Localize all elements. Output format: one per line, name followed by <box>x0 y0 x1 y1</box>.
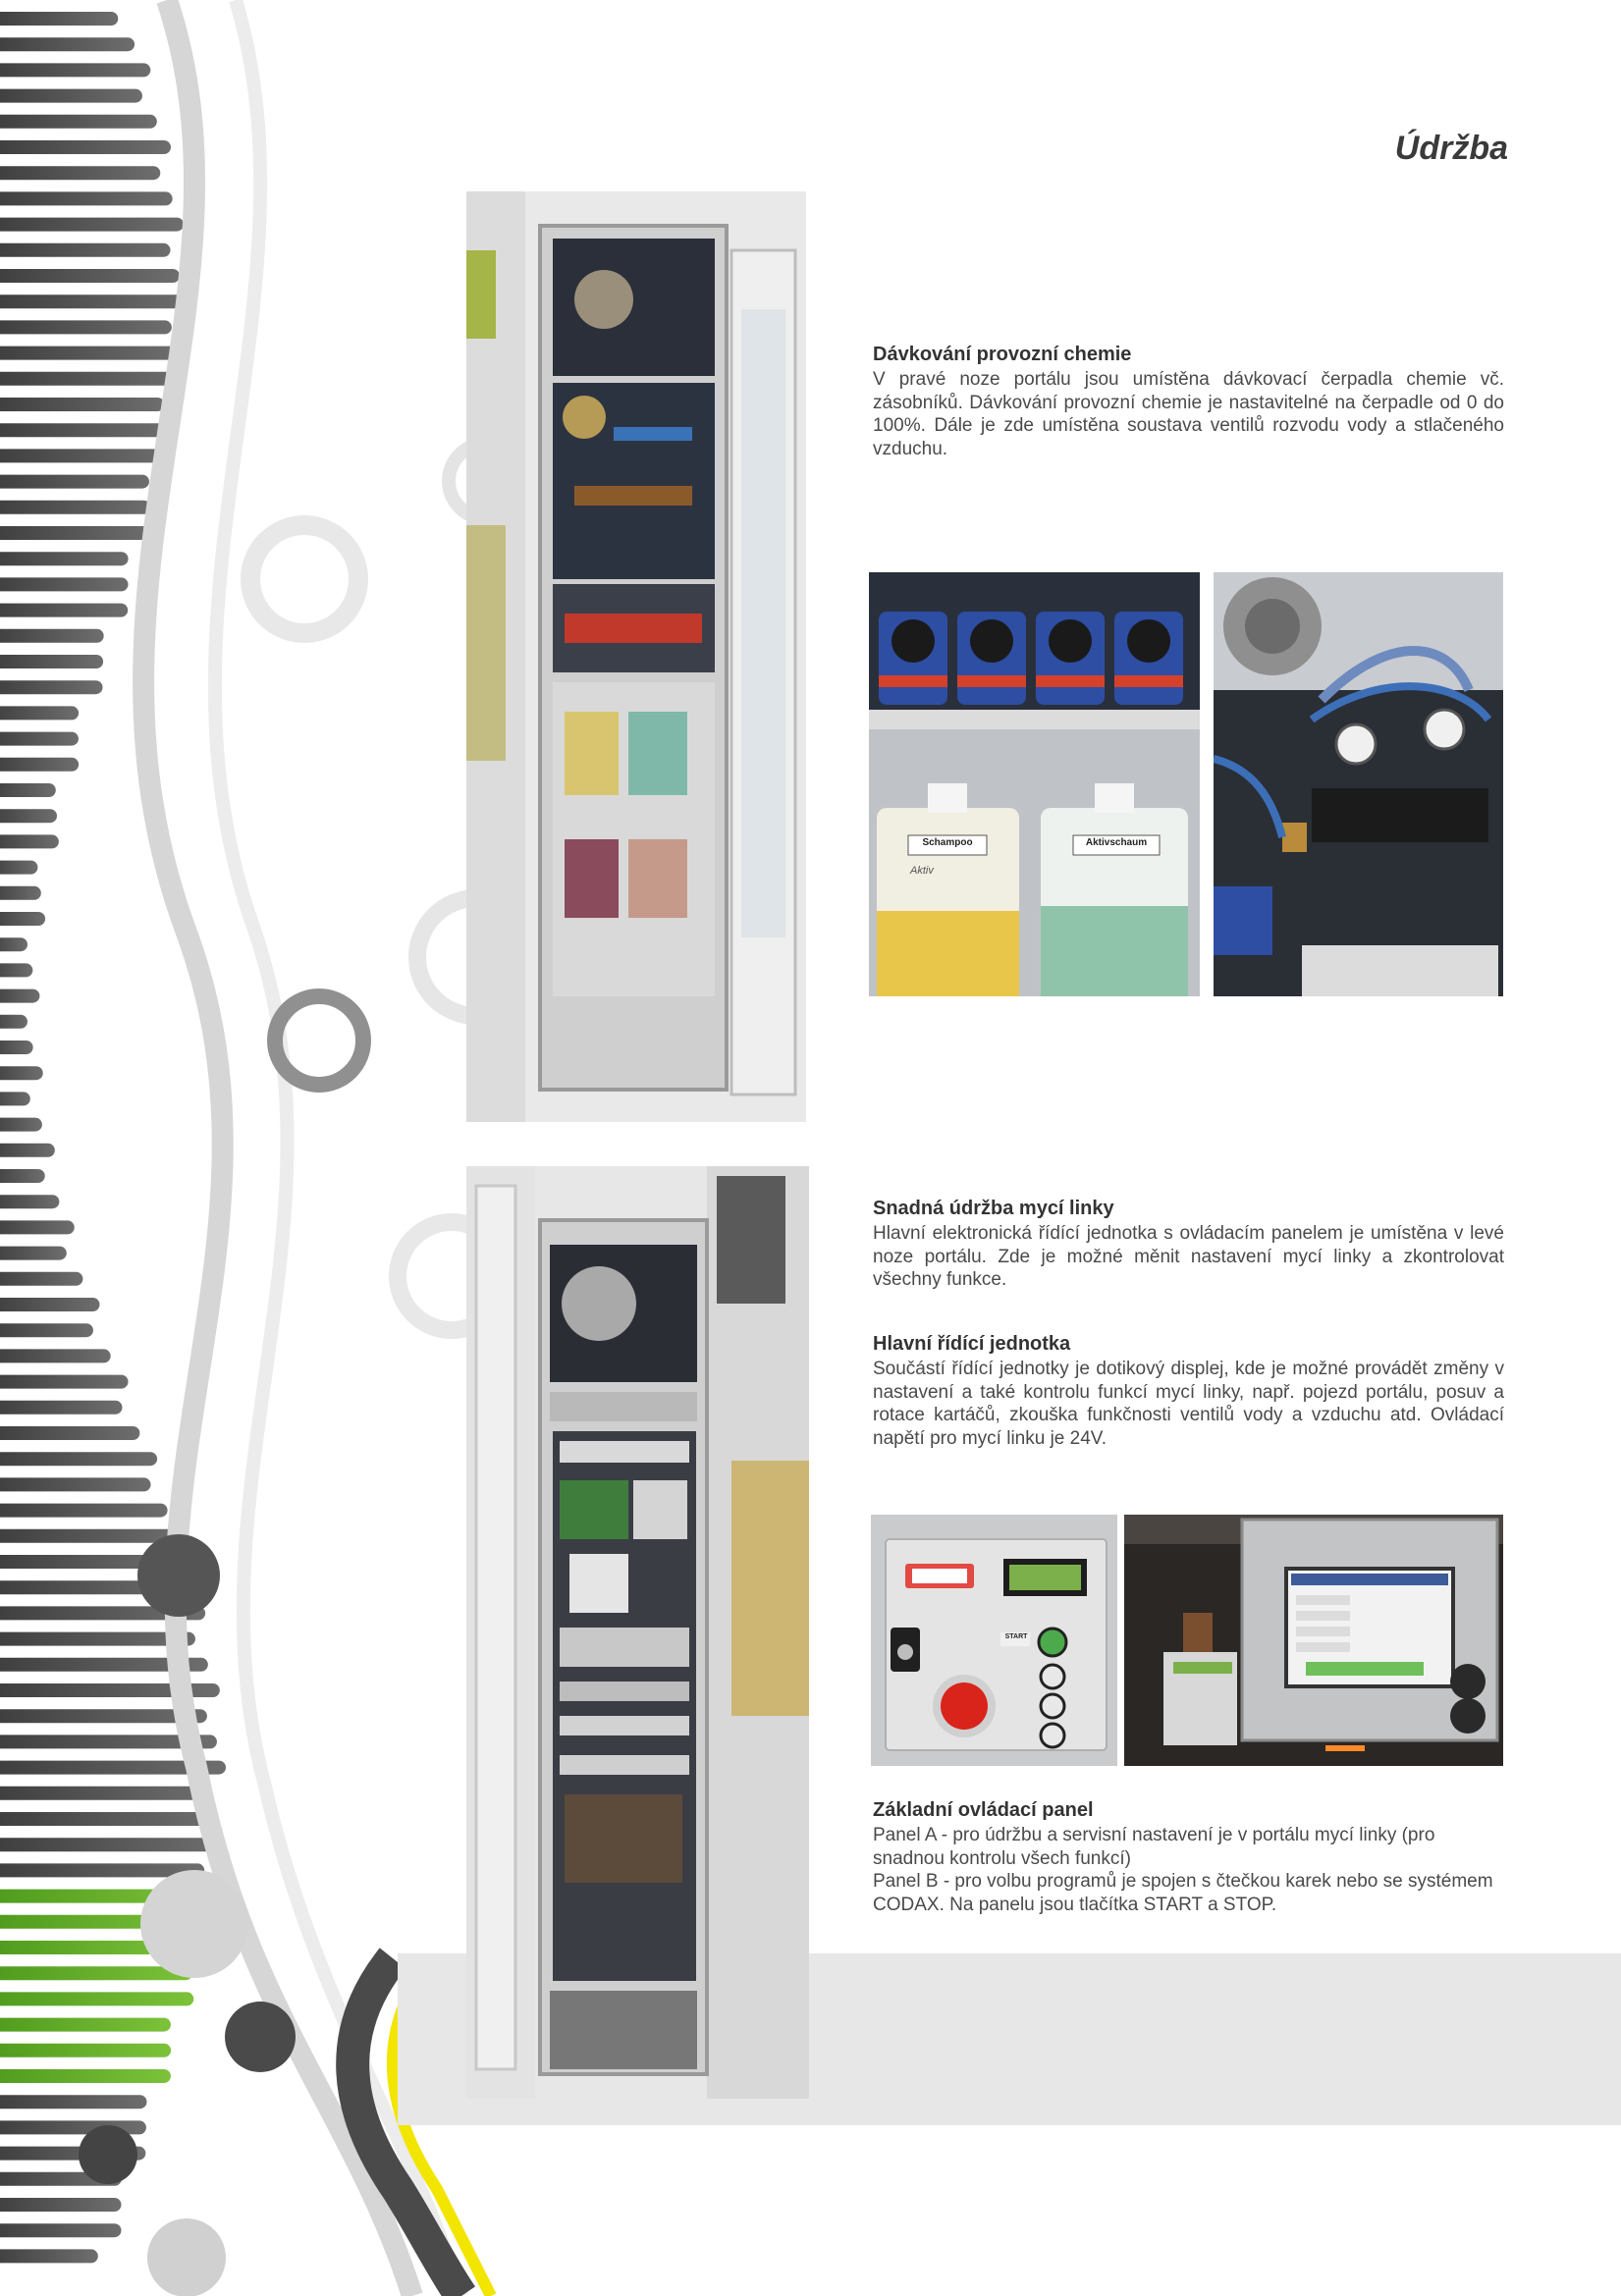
stripe <box>0 1144 55 1157</box>
section-heading-control-unit: Hlavní řídící jednotka <box>873 1333 1071 1355</box>
page-title: Údržba <box>1394 130 1508 167</box>
stripe <box>0 912 45 926</box>
stripe <box>0 166 160 180</box>
stripe <box>0 1529 184 1543</box>
section-text-dosing: V pravé noze portálu jsou umístěna dávkovací čerpadla chemie vč. zásobníků. Dávkování provozní chemie je nastavitelné na čerpadle od 0 do 100%. Dále je zde umístěna soustava ventilů rozvodu vody a stlačeného vzduchu. <box>873 369 1504 459</box>
stripe <box>0 989 39 1003</box>
stripe <box>0 861 37 875</box>
stripe <box>0 191 173 205</box>
stripe <box>0 501 150 514</box>
photo-right-leg-cabinet <box>466 191 806 1122</box>
stripe <box>0 1092 30 1105</box>
stripe <box>0 1118 42 1132</box>
section-heading-dosing: Dávkování provozní chemie <box>873 344 1132 365</box>
stripe <box>0 1452 157 1466</box>
panel-start-label: START <box>1004 1633 1028 1640</box>
stripe <box>0 1477 151 1491</box>
stripe <box>0 1015 27 1029</box>
stripe <box>0 1220 75 1234</box>
stripe <box>0 243 171 257</box>
canister-handwritten-note: Aktiv <box>910 865 934 877</box>
stripe <box>0 655 103 668</box>
stripe <box>0 1195 59 1208</box>
stripe <box>0 423 168 437</box>
stripe <box>0 1787 210 1800</box>
section-text-maintenance: Hlavní elektronická řídící jednotka s ovládacím panelem je umístěna v levé noze portálu. Zde je možné měnit nastavení mycí linky a zkontrolovat všechny funkce. <box>873 1223 1504 1290</box>
stripe <box>0 1992 193 2005</box>
stripe <box>0 449 171 462</box>
section-text-panel-a: Panel A - pro údržbu a servisní nastavení je v portálu mycí linky (pro snadnou kontrolu všech funkcí) <box>873 1825 1435 1869</box>
stripe <box>0 1375 129 1389</box>
stripe <box>0 732 79 746</box>
canister-label-shampoo: Schampoo <box>922 837 973 848</box>
stripe <box>0 115 157 129</box>
photo-touch-display-panel <box>1124 1515 1503 1766</box>
stripe <box>0 294 188 308</box>
section-text-panel-b: Panel B - pro volbu programů je spojen s čtečkou karek nebo se systémem CODAX. Na panelu jsou tlačítka START a STOP. <box>873 1871 1493 1915</box>
stripe <box>0 1041 33 1054</box>
stripe <box>0 89 142 103</box>
stripe <box>0 2249 98 2263</box>
stripe <box>0 758 79 772</box>
stripe <box>0 1349 111 1362</box>
stripe <box>0 1812 217 1826</box>
stripe <box>0 552 129 565</box>
section-main-control-unit <box>873 1332 1504 1450</box>
stripe <box>0 886 41 900</box>
stripe <box>0 706 79 720</box>
stripe <box>0 63 150 77</box>
stripe <box>0 269 180 283</box>
section-text-control-unit: Součástí řídící jednotky je dotikový displej, kde je možné provádět změny v nastavení a také kontrolu funkcí mycí linky, např. pojezd portálu, posuv a rotace kartáčů, zkouška funkčnosti ventilů vody a vzduchu atd. Ovládací napětí pro mycí linku je 24V. <box>873 1359 1504 1449</box>
stripe <box>0 1426 139 1440</box>
stripe <box>0 1838 223 1851</box>
stripe <box>0 218 184 232</box>
stripe <box>0 372 184 386</box>
photo-control-panel-a <box>871 1515 1117 1766</box>
section-heading-maintenance: Snadná údržba mycí linky <box>873 1198 1114 1219</box>
stripe <box>0 12 118 26</box>
stripe <box>0 1169 45 1183</box>
photo-valves-manifold <box>1214 572 1503 996</box>
stripe <box>0 1247 67 1260</box>
stripe <box>0 2069 171 2083</box>
stripe <box>0 937 27 951</box>
stripe <box>0 680 103 694</box>
stripe <box>0 398 164 411</box>
stripe <box>0 834 59 848</box>
photo-dosing-pumps <box>869 572 1200 996</box>
stripe <box>0 1323 93 1337</box>
stripe <box>0 577 129 591</box>
stripe <box>0 2018 171 2032</box>
stripe <box>0 1966 192 1980</box>
section-dosing-chemistry <box>873 343 1504 460</box>
stripe <box>0 475 149 489</box>
stripe <box>0 1066 43 1080</box>
stripe <box>0 2095 146 2109</box>
stripe <box>0 604 128 617</box>
section-basic-control-panel <box>873 1798 1504 1916</box>
stripe <box>0 320 172 334</box>
stripe <box>0 347 178 360</box>
stripe <box>0 1272 82 1286</box>
stripe <box>0 783 56 797</box>
canister-label-aktivschaum: Aktivschaum <box>1085 837 1148 848</box>
stripe <box>0 1298 99 1311</box>
stripe <box>0 2198 121 2212</box>
stripe <box>0 629 104 643</box>
photo-left-leg-control-cabinet <box>466 1166 809 2099</box>
stripe <box>0 2223 121 2237</box>
section-heading-control-panel: Základní ovládací panel <box>873 1799 1094 1821</box>
stripe <box>0 37 135 51</box>
stripe <box>0 526 151 540</box>
stripe <box>0 2044 171 2057</box>
stripe <box>0 809 57 823</box>
stripe <box>0 1504 168 1518</box>
section-easy-maintenance <box>873 1197 1504 1292</box>
stripe <box>0 1401 122 1415</box>
stripe <box>0 140 171 154</box>
stripe <box>0 963 32 977</box>
